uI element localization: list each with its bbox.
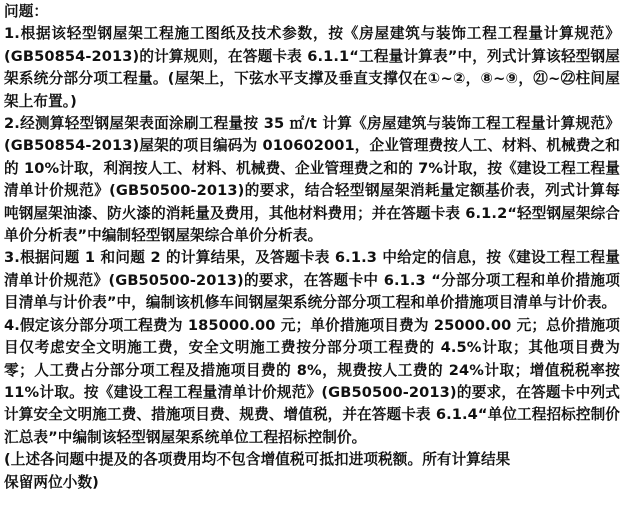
question-heading: 问题： xyxy=(4,3,49,20)
question-3: 3.根据问题 1 和问题 2 的计算结果，及答题卡表 6.1.3 中给定的信息，按《建设工程工程量清单计价规范》(GB50500-2013)的要求，在答题卡中 6.1.3 “分部分项工程和单价措施项目清单与计价表”中，编制该机修车间钢屋架系统分部分项工程和单价措施项目清单与计价表。 xyxy=(4,249,620,312)
question-4: 4.假定该分部分项工程费为 185000.00 元；单价措施项目费为 25000.00 元；总价措施项目仅考虑安全文明施工费，安全文明施工费按分部分项工程费的 4.5%计取；其他项目费为零；人工费占分部分项工程及措施项目费的 8%，规费按人工费的 24%计取；增值税税率按 11%计取。按《建设工程工程量清单计价规范》(GB50500-2013)的要求，在答题卡中列式计算安全文明施工费、措施项目费、规费、增值税，并在答题卡表 6.1.4“单位工程招标控制价汇总表”中编制该轻型钢屋架系统单位工程招标控制价。 xyxy=(4,316,620,446)
note-line-2: 保留两位小数) xyxy=(4,473,99,491)
question-1: 1.根据该轻型钢屋架工程施工图纸及技术参数，按《房屋建筑与装饰工程工程量计算规范》(GB50854-2013)的计算规则，在答题卡表 6.1.1“工程量计算表”中，列式计算该轻型钢屋架系统分部分项工程量。(屋架上，下弦水平支撑及垂直支撑仅在①~②，⑧~⑨，㉑~㉒柱间屋架上布置。) xyxy=(4,25,620,110)
question-2: 2.经测算轻型钢屋架表面涂刷工程量按 35 ㎡/t 计算《房屋建筑与装饰工程工程量计算规范》(GB50854-2013)屋架的项目编码为 010602001，企业管理费按人工、材料、机械费之和的 10%计取，利润按人工、材料、机械费、企业管理费之和的 7%计取，按《建设工程工程量清单计价规范》(GB50500-2013)的要求，结合轻型钢屋架消耗量定额基价表，列式计算每吨钢屋架油漆、防火漆的消耗量及费用，其他材料费用；并在答题卡表 6.1.2“轻型钢屋架综合单价分析表”中编制轻型钢屋架综合单价分析表。 xyxy=(4,115,620,245)
note-line-1: (上述各问题中提及的各项费用均不包含增值税可抵扣进项税额。所有计算结果 xyxy=(4,451,511,469)
question-document xyxy=(4,1,620,494)
